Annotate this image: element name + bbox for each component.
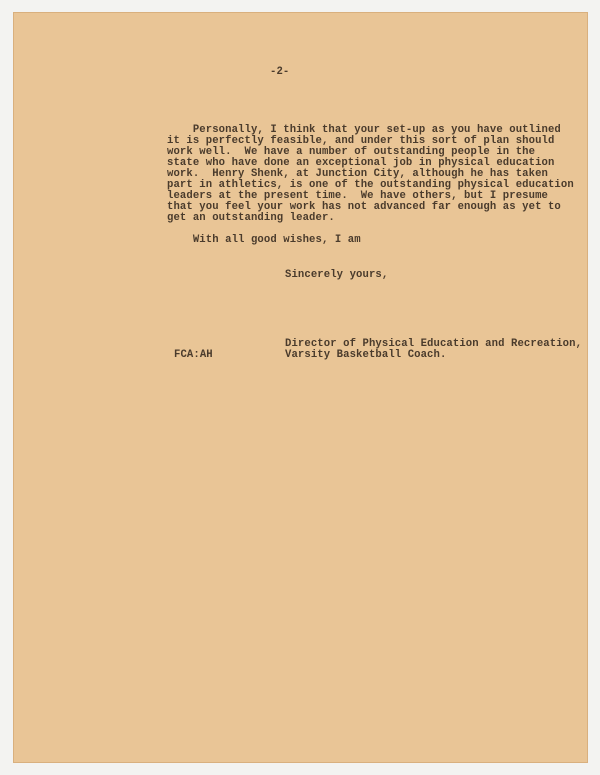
page-number: -2- xyxy=(270,66,290,78)
closing-wish: With all good wishes, I am xyxy=(167,234,361,246)
paragraph-line: work. Henry Shenk, at Junction City, although he has taken xyxy=(167,168,548,180)
paragraph-line: part in athletics, is one of the outstanding physical education xyxy=(167,179,574,191)
paragraph-line: Personally, I think that your set-up as you have outlined xyxy=(167,124,561,136)
paragraph-line: that you feel your work has not advanced far enough as yet to xyxy=(167,201,561,213)
paragraph-line: work well. We have a number of outstanding people in the xyxy=(167,146,536,158)
signature-subtitle: Varsity Basketball Coach. xyxy=(285,349,447,361)
paragraph-line: it is perfectly feasible, and under this sort of plan should xyxy=(167,135,555,147)
typist-initials: FCA:AH xyxy=(174,349,213,361)
paragraph-line: state who have done an exceptional job in physical education xyxy=(167,157,555,169)
signature-title: Director of Physical Education and Recreation, xyxy=(285,338,583,350)
paragraph-line: leaders at the present time. We have others, but I presume xyxy=(167,190,548,202)
valediction: Sincerely yours, xyxy=(285,269,389,281)
paragraph-line: get an outstanding leader. xyxy=(167,212,335,224)
